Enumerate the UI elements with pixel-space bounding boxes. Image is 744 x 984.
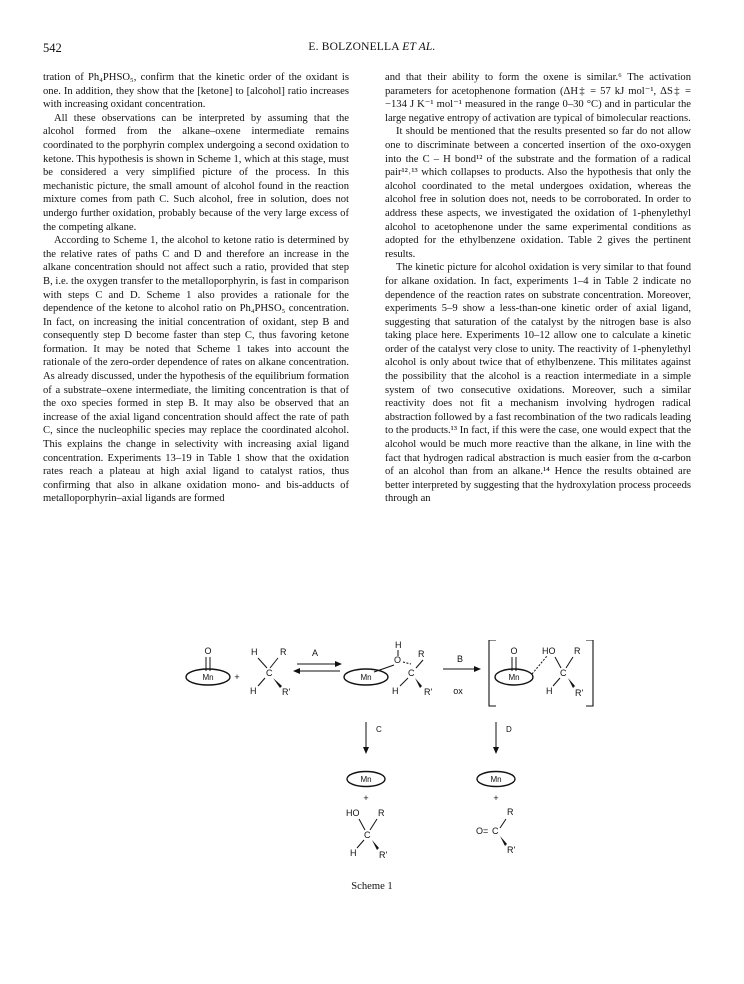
- o-double-label: O=: [476, 826, 489, 836]
- c-label: C: [560, 668, 567, 678]
- scheme-caption: Scheme 1: [351, 881, 393, 892]
- right-column: [385, 71, 691, 506]
- running-head: [0, 41, 744, 53]
- r-label: R: [507, 807, 514, 817]
- paragraph: The kinetic picture for alcohol oxidation is very similar to that found for alkane oxidation. In fact, experiments 1–4 in Table 2 indicate no dependence of the reaction rates on substrate concentration. Moreover, experiments 5–9 show a less-than-one kinetic order of axial ligand, suggesting that saturation of the catalyst by the nitrogen base is also taking place here. Experiments 10–12 allow one to calculate a kinetic order of the catalyst very close to unity. The reactivity of 1-phenylethyl alcohol is only about twice that of ethylbenzene. This militates against the possibility that the alcohol is a reaction intermediate in a simple system of two consecutive oxidations. Moreover, such a similar reactivity does not fit a mechanism involving hydrogen radical abstraction followed by a fast recombination of the two radicals leading to the products.¹³ In fact, if this were the case, one would expect that the alcohol would be much more reactive than the alkane, in line with the fact that hydrogen radical abstraction is much easier from the α-carbon of an alcohol than from an alkane.¹⁴ Hence the results obtained are better interpreted by suggesting that the hydroxylation process proceeds through an: [385, 262, 691, 505]
- c-label: C: [408, 668, 415, 678]
- page-number: 542: [43, 41, 62, 55]
- oxo-porphyrin-1: [186, 646, 230, 685]
- oxene-intermediate: [344, 640, 432, 697]
- paragraph: All these observations can be interpreted by assuming that the alcohol formed from the alkane–oxene intermediate remains coordinated to the porphyrin complex undergoing a second oxidation to ketone. This hypothesis is shown in Scheme 1, which at this stage, must be considered a very simplified picture of the process. In this mechanistic picture, the small amount of alcohol found in the reaction mixture comes from path C. Such alcohol, free in solution, does not undergo further oxidation, probably because of the very large excess of the competing alkane.: [43, 112, 349, 233]
- plus-sign: +: [234, 672, 240, 682]
- step-label-c: C: [376, 725, 382, 734]
- ketone-product: [476, 807, 515, 855]
- r-label: R: [378, 808, 385, 818]
- arrow-d: [493, 722, 512, 754]
- plus-sign: +: [363, 793, 369, 803]
- step-label-a: A: [311, 648, 319, 658]
- r-prime-label: R': [282, 687, 291, 697]
- r-prime-label: R': [379, 850, 388, 860]
- paragraph: It should be mentioned that the results presented so far do not allow one to discriminate between a concerted insertion of the oxo-oxygen into the C – H bond¹² of the substrate and the formation of a radical pair¹²˒¹³ which collapses to products. Also the hypothesis that only the alcohol coordinated to the metal undergoes oxidation, whereas the alcohol free in solution does not, needs to be corroborated. In order to address these aspects, we investigated the oxidation of 1-phenylethyl alcohol to acetophenone under the same experimental conditions as adopted for the ethylbenzene oxidation. Table 2 gives the pertinent results.: [385, 126, 691, 260]
- c-label: C: [266, 668, 273, 678]
- ho-label: HO: [346, 808, 360, 818]
- equilibrium-arrow-a: [293, 648, 342, 674]
- paragraph: and that their ability to form the oxene is similar.⁶ The activation parameters for acetophenone formation (ΔH‡ = 57 kJ mol⁻¹, ΔS‡ = −134 J K⁻¹ mol⁻¹ measured in the range 0–30 °C) and in particular the large negative entropy of activation are typical of bimolecular reactions.: [385, 72, 691, 124]
- running-head-authors: E. BOLZONELLA: [308, 41, 400, 53]
- alkane-substrate: [250, 647, 290, 697]
- step-label-d: D: [506, 725, 512, 734]
- h-label: H: [350, 848, 357, 858]
- ho-label: HO: [542, 646, 556, 656]
- h-label: H: [392, 686, 399, 696]
- metal-label: Mn: [360, 673, 372, 682]
- arrow-b: [443, 654, 481, 696]
- r-label: R: [280, 647, 287, 657]
- h-label: H: [546, 686, 553, 696]
- bracketed-intermediate: [489, 640, 593, 706]
- metal-label: Mn: [508, 673, 520, 682]
- porphyrin-product-c: [347, 772, 385, 804]
- step-label-b: B: [456, 654, 464, 664]
- oxygen-label: O: [394, 655, 402, 665]
- h-label: H: [251, 647, 258, 657]
- plus-sign: +: [493, 793, 499, 803]
- r-prime-label: R': [575, 688, 584, 698]
- porphyrin-product-d: [477, 772, 515, 804]
- paragraph: According to Scheme 1, the alcohol to ketone ratio is determined by the relative rates of paths C and D and therefore an increase in the alkane concentration should not affect such a ratio, provided that step B, i.e. the oxygen transfer to the metalloporphyrin, is fast in comparison with steps C and D. Scheme 1 also provides a rationale for the dependence of the ketone to alcohol ratio on Ph₄PHSO₅ concentration. In fact, on increasing the initial concentration of oxidant, step B and consequently step D become faster than step C, thus favoring ketone formation. It may be noted that Scheme 1 takes into account the rationale of the zero-order dependence of rates on alkane concentration. As already discussed, under the hypothesis of the equilibrium formation of a substrate–oxene intermediate, the limiting concentration is that of the oxo species formed in step B. It may also be observed that an increase of the axial ligand concentration should affect the rate of path C, since the nucleophilic species may replace the coordinated alcohol. This explains the change in selectivity with increasing axial ligand concentration. Experiments 13–19 in Table 1 show that the oxidation rates reach a plateau at high axial ligand to catalyst ratios, thus confirming that also in alkane oxidation mono- and bis-adducts of metalloporphyrin–axial ligands are formed: [43, 235, 349, 505]
- h-label: H: [250, 686, 257, 696]
- r-label: R: [418, 649, 425, 659]
- c-label: C: [364, 830, 371, 840]
- metal-label: Mn: [202, 673, 214, 682]
- c-label: C: [492, 826, 499, 836]
- running-head-etal: ET AL.: [402, 41, 436, 53]
- r-prime-label: R': [507, 845, 516, 855]
- oxygen-label: O: [204, 646, 212, 656]
- h-label: H: [395, 640, 402, 650]
- arrow-c: [363, 722, 382, 754]
- metal-label: Mn: [360, 775, 372, 784]
- r-prime-label: R': [424, 687, 433, 697]
- oxygen-label: O: [510, 646, 518, 656]
- reaction-scheme: [170, 640, 600, 865]
- oxidant-label: ox: [453, 686, 463, 696]
- metal-label: Mn: [490, 775, 502, 784]
- left-column: [43, 71, 349, 506]
- alcohol-product: [346, 808, 387, 860]
- paragraph: tration of Ph₄PHSO₅, confirm that the kinetic order of the oxidant is one. In addition, they show that the [ketone] to [alcohol] ratio increases with increasing oxidant concentration.: [43, 72, 349, 111]
- r-label: R: [574, 646, 581, 656]
